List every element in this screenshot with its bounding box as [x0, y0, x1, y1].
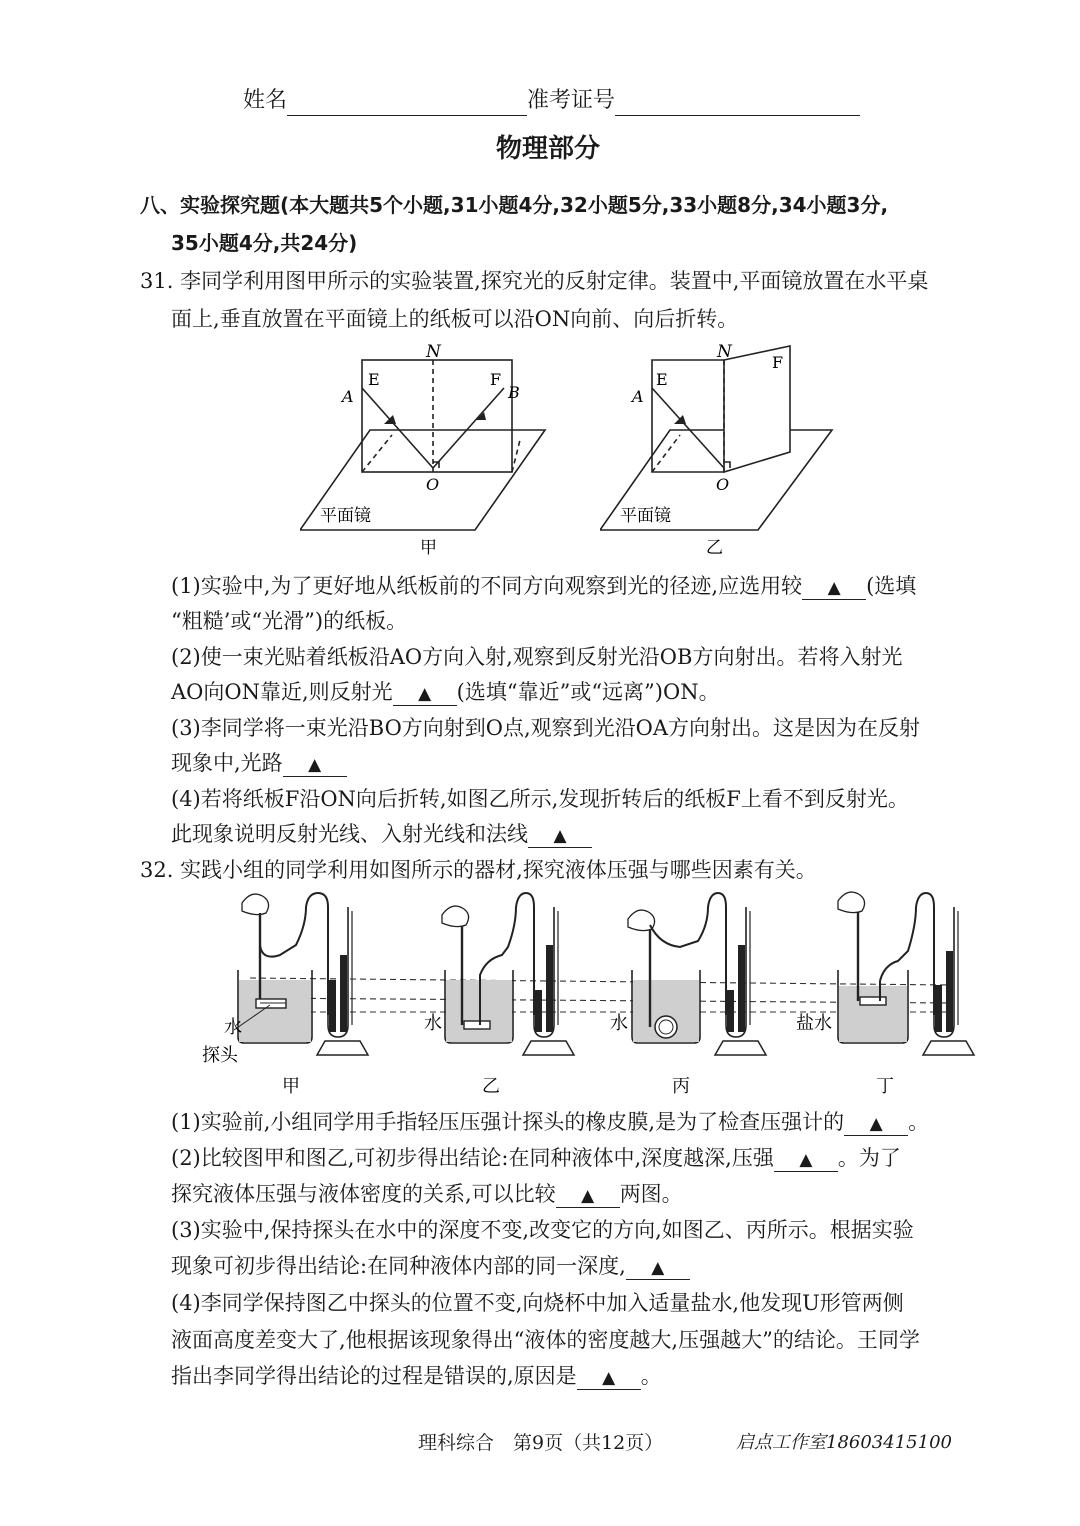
label-o: O — [426, 475, 440, 494]
q31-part1-line1: (1)实验中,为了更好地从纸板前的不同方向观察到光的径迹,应选用较 ▲ (选填 — [171, 574, 917, 598]
liquid-label: 盐水 — [796, 1013, 832, 1034]
answer-blank[interactable]: ▲ — [393, 683, 457, 706]
figure-yi-folded-board — [600, 340, 840, 565]
answer-blank[interactable]: ▲ — [626, 1257, 690, 1280]
mirror-label: 平面镜 — [320, 506, 371, 526]
label-f: F — [772, 353, 784, 372]
label-e: E — [368, 370, 380, 389]
q32-part2-line1: (2)比较图甲和图乙,可初步得出结论:在同种液体中,深度越深,压强 ▲ 。为了 — [171, 1146, 901, 1170]
figure-caption: 乙 — [706, 538, 723, 558]
q31-part3-line2: 现象中,光路 ▲ — [171, 748, 347, 778]
liquid-label: 水 — [610, 1013, 628, 1034]
q32-part4-line2: 液面高度差变大了,他根据该现象得出“液体的密度越大,压强越大”的结论。王同学 — [171, 1328, 920, 1352]
label-e: E — [656, 370, 668, 389]
liquid-label: 水 — [224, 1017, 242, 1038]
name-label: 姓名 — [243, 88, 288, 113]
q31-part3-line1: (3)李同学将一束光沿BO方向射到O点,观察到光沿OA方向射出。这是因为在反射 — [171, 716, 921, 740]
mirror-label: 平面镜 — [620, 506, 671, 526]
exam-id-label: 准考证号 — [527, 88, 616, 113]
answer-blank[interactable]: ▲ — [556, 1185, 620, 1208]
page-footer-info: 理科综合 第9页（共12页） — [418, 1432, 664, 1454]
label-o: O — [716, 475, 730, 494]
setup-yi — [424, 893, 574, 1097]
arrow-head-icon — [384, 415, 396, 424]
label-f: F — [490, 370, 502, 389]
q31-part2-line1: (2)使一束光贴着纸板沿AO方向入射,观察到反射光沿OB方向射出。若将入射光 — [171, 645, 903, 669]
q31-stem-line2: 面上,垂直放置在平面镜上的纸板可以沿ON向前、向后折转。 — [171, 307, 739, 331]
label-a: A — [342, 387, 354, 406]
answer-blank[interactable]: ▲ — [528, 825, 592, 848]
hand-icon — [242, 894, 269, 915]
q32-part4-line3: 指出李同学得出结论的过程是错误的,原因是 ▲ 。 — [171, 1364, 662, 1388]
incident-ray-ao — [652, 388, 724, 468]
q32-part1: (1)实验前,小组同学用手指轻压压强计探头的橡皮膜,是为了检查压强计的 ▲ 。 — [171, 1110, 930, 1134]
setup-ding — [796, 892, 974, 1097]
q31-part2-line2: AO向ON靠近,则反射光 ▲ (选填“靠近”或“远离”)ON。 — [171, 680, 720, 704]
answer-blank[interactable]: ▲ — [802, 577, 866, 600]
label-a: A — [632, 387, 644, 406]
figure-caption: 丙 — [672, 1076, 690, 1097]
q32-part4-line1: (4)李同学保持图乙中探头的位置不变,向烧杯中加入适量盐水,他发现U形管两侧 — [171, 1291, 904, 1315]
q32-part3-line2: 现象可初步得出结论:在同种液体内部的同一深度, ▲ — [171, 1251, 690, 1281]
setup-bing — [610, 893, 766, 1097]
figure-liquid-pressure-setups — [190, 885, 980, 1100]
liquid-label: 水 — [424, 1013, 442, 1034]
q31-part4-line2: 此现象说明反射光线、入射光线和法线 ▲ — [171, 819, 592, 849]
answer-blank[interactable]: ▲ — [844, 1113, 908, 1136]
label-n: N — [717, 342, 732, 362]
probe-label: 探头 — [202, 1045, 238, 1066]
arrow-head-icon — [674, 415, 686, 424]
exam-id-field[interactable] — [615, 93, 860, 116]
q32-part3-line1: (3)实验中,保持探头在水中的深度不变,改变它的方向,如图乙、丙所示。根据实验 — [171, 1218, 914, 1242]
hand-icon — [442, 906, 469, 927]
exam-header — [243, 86, 860, 116]
figure-caption: 甲 — [282, 1076, 300, 1097]
answer-blank[interactable]: ▲ — [774, 1149, 838, 1172]
q31-stem-line1: 31. 李同学利用图甲所示的实验装置,探究光的反射定律。装置中,平面镜放置在水平桌 — [140, 269, 929, 293]
section-heading-line1: 八、实验探究题(本大题共5个小题,31小题4分,32小题5分,33小题8分,34小题3分, — [140, 193, 889, 217]
page-title: 物理部分 — [496, 134, 601, 164]
figure-caption: 甲 — [420, 538, 437, 558]
figure-caption: 丁 — [876, 1076, 894, 1097]
hand-icon — [838, 892, 865, 913]
q32-stem: 32. 实践小组的同学利用如图所示的器材,探究液体压强与哪些因素有关。 — [140, 858, 817, 882]
figure-jia-reflection — [300, 340, 560, 565]
setup-jia — [202, 893, 368, 1097]
reflected-ray-ob — [433, 388, 504, 468]
answer-blank[interactable]: ▲ — [283, 754, 347, 777]
answer-blank[interactable]: ▲ — [577, 1367, 641, 1390]
q32-part2-line2: 探究液体压强与液体密度的关系,可以比较 ▲ 两图。 — [171, 1182, 683, 1206]
incident-ray-ao — [362, 388, 433, 468]
figure-caption: 乙 — [482, 1076, 500, 1097]
name-field[interactable] — [287, 93, 527, 116]
label-b: B — [508, 383, 520, 402]
studio-watermark: 启点工作室18603415100 — [736, 1432, 952, 1453]
label-n: N — [426, 342, 441, 362]
q31-part4-line1: (4)若将纸板F沿ON向后折转,如图乙所示,发现折转后的纸板F上看不到反射光。 — [171, 787, 909, 811]
q31-part1-line2: “粗糙’或“光滑”)的纸板。 — [171, 609, 408, 633]
section-heading-line2: 35小题4分,共24分) — [171, 231, 358, 255]
